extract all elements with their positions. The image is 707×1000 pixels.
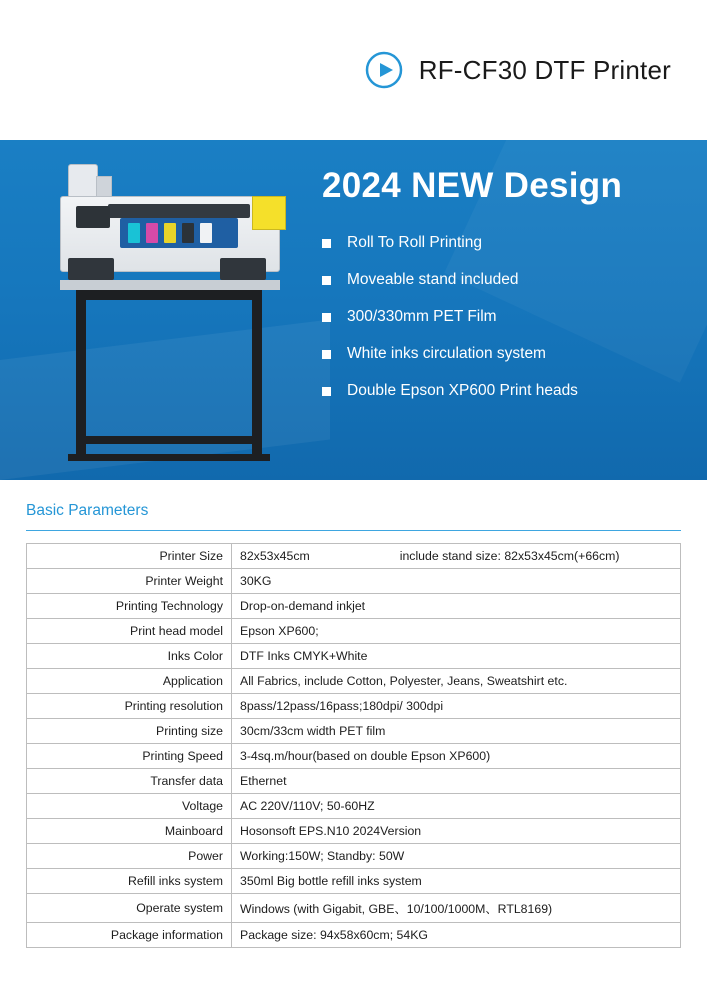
feature-item <box>322 345 691 363</box>
table-row <box>27 644 681 669</box>
stand-middle-bar <box>76 436 262 444</box>
specifications-table <box>26 543 681 948</box>
square-bullet-icon <box>322 276 331 285</box>
spec-label: Printer Size <box>27 544 232 569</box>
product-image <box>24 154 314 469</box>
hero-content <box>322 166 691 419</box>
page-title: RF-CF30 DTF Printer <box>418 54 671 85</box>
table-row <box>27 619 681 644</box>
spec-value: 30KG <box>232 569 681 594</box>
feature-item <box>322 271 691 289</box>
spec-label: Printing Speed <box>27 744 232 769</box>
spec-label: Refill inks system <box>27 869 232 894</box>
square-bullet-icon <box>322 387 331 396</box>
ink-cartridge-magenta <box>146 223 158 243</box>
table-row <box>27 744 681 769</box>
table-row <box>27 923 681 948</box>
table-row <box>27 544 681 569</box>
section-divider <box>26 530 681 531</box>
stand-leg-left <box>76 290 86 460</box>
feature-item <box>322 382 691 400</box>
table-row <box>27 769 681 794</box>
spec-value-primary: 82x53x45cm <box>240 549 310 563</box>
spec-value: All Fabrics, include Cotton, Polyester, Jeans, Sweatshirt etc. <box>232 669 681 694</box>
hero-banner <box>0 140 707 480</box>
printer-tray-left <box>68 258 114 280</box>
spec-label: Mainboard <box>27 819 232 844</box>
spec-value: Epson XP600; <box>232 619 681 644</box>
printer-yellow-panel <box>252 196 286 230</box>
square-bullet-icon <box>322 313 331 322</box>
spec-value-secondary: include stand size: 82x53x45cm(+66cm) <box>399 549 620 563</box>
feature-label: White inks circulation system <box>347 345 546 362</box>
table-row <box>27 819 681 844</box>
spec-value: 30cm/33cm width PET film <box>232 719 681 744</box>
feature-item <box>322 234 691 252</box>
spec-value: Package size: 94x58x60cm; 54KG <box>232 923 681 948</box>
ink-cartridge-white <box>200 223 212 243</box>
square-bullet-icon <box>322 239 331 248</box>
spec-label: Operate system <box>27 894 232 923</box>
table-row <box>27 844 681 869</box>
spec-value: Working:150W; Standby: 50W <box>232 844 681 869</box>
printer-base <box>60 280 280 290</box>
spec-value: 350ml Big bottle refill inks system <box>232 869 681 894</box>
spec-label: Printing size <box>27 719 232 744</box>
spec-value: DTF Inks CMYK+White <box>232 644 681 669</box>
spec-label: Inks Color <box>27 644 232 669</box>
stand-leg-right <box>252 290 262 460</box>
spec-value: Ethernet <box>232 769 681 794</box>
feature-label: Moveable stand included <box>347 271 519 288</box>
feature-list <box>322 234 691 400</box>
spec-label: Power <box>27 844 232 869</box>
stand-bottom-bar <box>68 454 270 461</box>
ink-cartridge-cyan <box>128 223 140 243</box>
ink-cartridge-yellow <box>164 223 176 243</box>
spec-label: Printer Weight <box>27 569 232 594</box>
play-circle-icon <box>365 51 403 89</box>
spec-label: Printing Technology <box>27 594 232 619</box>
spec-value: AC 220V/110V; 50-60HZ <box>232 794 681 819</box>
spec-label: Package information <box>27 923 232 948</box>
square-bullet-icon <box>322 350 331 359</box>
printer-illustration <box>24 154 314 469</box>
printer-tray-right <box>220 258 266 280</box>
table-row <box>27 594 681 619</box>
spec-value: Hosonsoft EPS.N10 2024Version <box>232 819 681 844</box>
spec-label: Application <box>27 669 232 694</box>
spec-label: Print head model <box>27 619 232 644</box>
printer-tower-secondary <box>96 176 112 198</box>
feature-item <box>322 308 691 326</box>
table-row <box>27 894 681 923</box>
basic-parameters-section <box>0 480 707 948</box>
section-heading: Basic Parameters <box>26 502 149 519</box>
hero-title: 2024 NEW Design <box>322 166 623 205</box>
feature-label: Double Epson XP600 Print heads <box>347 382 578 399</box>
spec-label: Voltage <box>27 794 232 819</box>
stand-top-bar <box>76 290 262 300</box>
spec-label: Printing resolution <box>27 694 232 719</box>
printer-tower <box>68 164 98 198</box>
table-row <box>27 569 681 594</box>
table-row <box>27 694 681 719</box>
header-inner <box>365 37 671 103</box>
spec-value: Drop-on-demand inkjet <box>232 594 681 619</box>
table-row <box>27 669 681 694</box>
spec-value: Windows (with Gigabit, GBE、10/100/1000M、RTL8169) <box>232 894 681 923</box>
page-header <box>0 0 707 140</box>
table-row <box>27 719 681 744</box>
table-row <box>27 794 681 819</box>
ink-cartridge-black <box>182 223 194 243</box>
spec-label: Transfer data <box>27 769 232 794</box>
printer-control-screen <box>76 206 110 228</box>
feature-label: Roll To Roll Printing <box>347 234 482 251</box>
feature-label: 300/330mm PET Film <box>347 308 497 325</box>
spec-value: 8pass/12pass/16pass;180dpi/ 300dpi <box>232 694 681 719</box>
spec-value <box>232 544 681 569</box>
spec-value: 3-4sq.m/hour(based on double Epson XP600) <box>232 744 681 769</box>
table-row <box>27 869 681 894</box>
printer-rail <box>108 204 250 218</box>
